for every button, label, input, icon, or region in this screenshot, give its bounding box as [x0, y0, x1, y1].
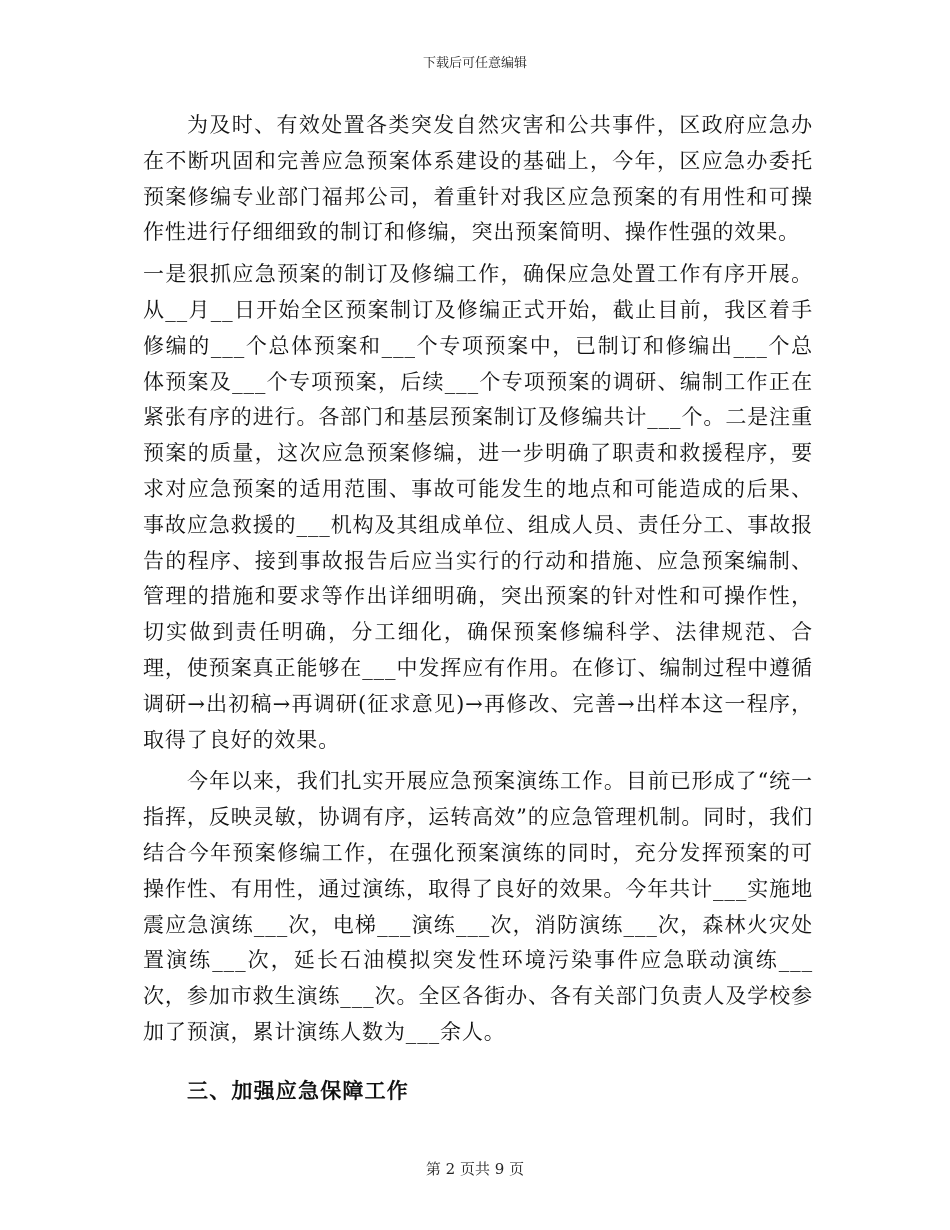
section-heading: 三、加强应急保障工作 — [187, 1079, 409, 1103]
paragraph-intro: 为及时、有效处置各类突发自然灾害和公共事件，区政府应急办在不断巩固和完善应急预案体系建设的基础上，今年，区应急办委托预案修编专业部门福邦公司，着重针对我区应急预案的有用性和可操作性进行仔细细致的制订和修编，突出预案简明、操作性强的效果。 — [143, 113, 813, 245]
page-number: 第 2 页共 9 页 — [425, 1160, 525, 1178]
page-header: 下载后可任意编辑 — [422, 56, 527, 71]
paragraph-preparedness: 一是狠抓应急预案的制订及修编工作，确保应急处置工作有序开展。从__月__日开始全区预案制订及修编正式开始，截止目前，我区着手修编的___个总体预案和___个专项预案中，已制订和修编出___个总体预案及___个专项预案，后续___个专项预案的调研、编制工作正在紧张有序的进行。各部门和基层预案制订及修编共计___个。二是注重预案的质量，这次应急预案修编，进一步明确了职责和救援程序，要求对应急预案的适用范围、事故可能发生的地点和可能造成的后果、事故应急救援的___机构及其组成单位、组成人员、责任分工、事故报告的程序、接到事故报告后应当实行的行动和措施、应急预案编制、管理的措施和要求等作出详细明确，突出预案的针对性和可操作性，切实做到责任明确，分工细化，确保预案修编科学、法律规范、合理，使预案真正能够在___中发挥应有作用。在修订、编制过程中遵循调研→出初稿→再调研(征求意见)→再修改、完善→出样本这一程序，取得了良好的效果。 — [143, 262, 813, 752]
paragraph-drills: 今年以来，我们扎实开展应急预案演练工作。目前已形成了“统一指挥，反映灵敏，协调有序，运转高效”的应急管理机制。同时，我们结合今年预案修编工作，在强化预案演练的同时，充分发挥预案的可操作性、有用性，通过演练，取得了良好的效果。今年共计___实施地震应急演练___次，电梯___演练___次，消防演练___次，森林火灾处置演练___次，延长石油模拟突发性环境污染事件应急联动演练___次，参加市救生演练___次。全区各街办、各有关部门负责人及学校参加了预演，累计演练人数为___余人。 — [143, 769, 813, 1044]
body-text — [143, 108, 813, 1051]
